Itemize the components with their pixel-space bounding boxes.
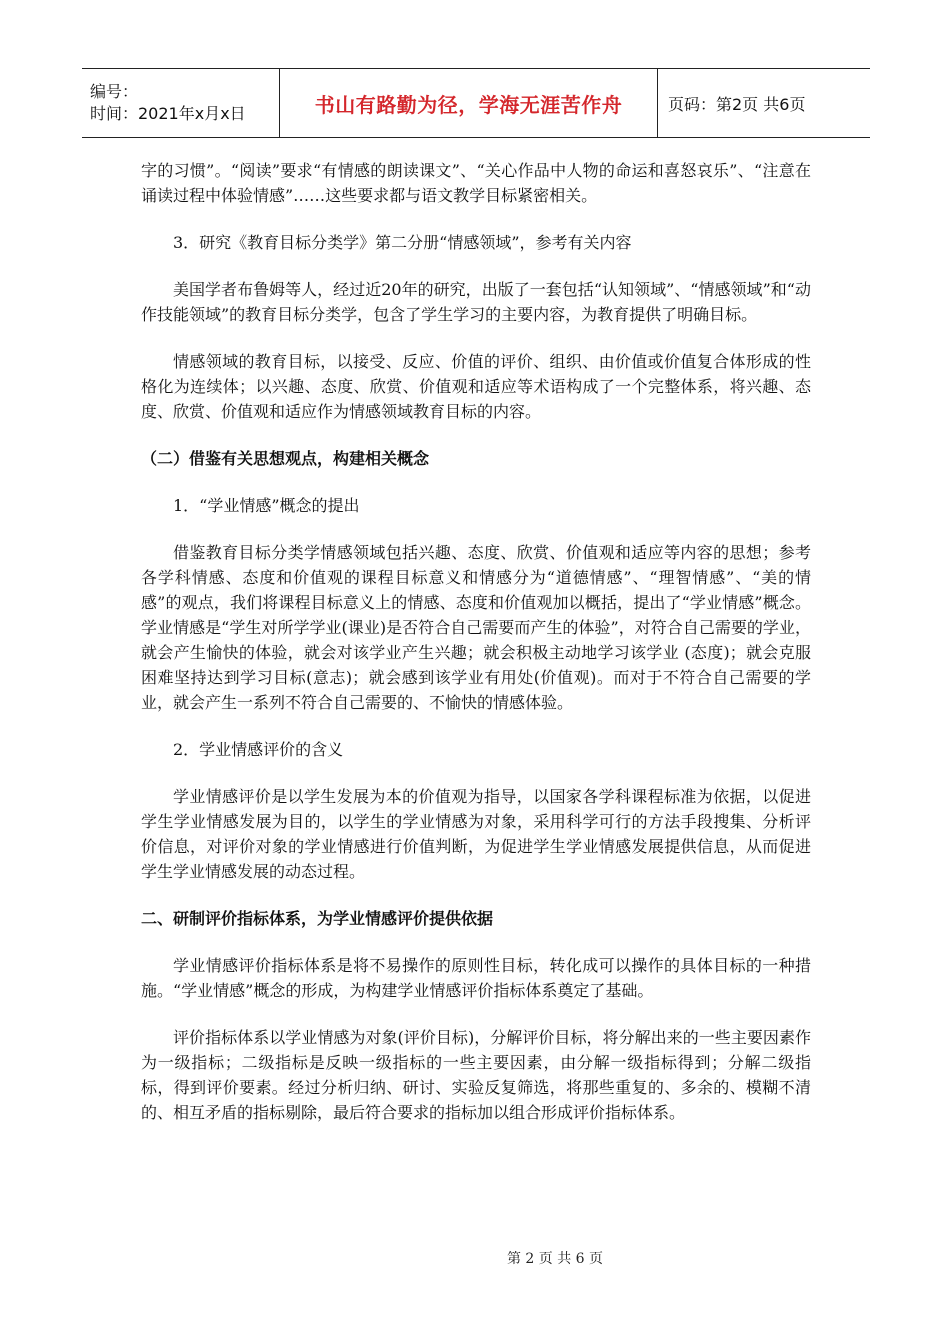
section-heading: 二、研制评价指标体系，为学业情感评价提供依据: [141, 909, 494, 928]
subsection-title: 2．学业情感评价的含义: [173, 740, 344, 759]
section-heading: （二）借鉴有关思想观点，构建相关概念: [141, 449, 430, 468]
document-body: [141, 158, 811, 1147]
number-label: 编号：: [90, 82, 139, 101]
subsection-title: 1．“学业情感”概念的提出: [173, 496, 360, 515]
paragraph: 评价指标体系以学业情感为对象(评价目标)，分解评价目标，将分解出来的一些主要因素作为一级指标；二级指标是反映一级指标的一些主要因素，由分解一级指标得到；分解二级指标，得到评价要素。经过分析归纳、研讨、实验反复筛选，将那些重复的、多余的、模糊不清的、相互矛盾的指标剔除，最后符合要求的指标加以组合形成评价指标体系。: [141, 1028, 811, 1122]
page-header: [82, 68, 870, 138]
paragraph: 借鉴教育目标分类学情感领域包括兴趣、态度、欣赏、价值观和适应等内容的思想；参考各学科情感、态度和价值观的课程目标意义和情感分为“道德情感”、“理智情感”、“美的情感”的观点，我们将课程目标意义上的情感、态度和价值观加以概括，提出了“学业情感”概念。学业情感是“学生对所学学业(课业)是否符合自己需要而产生的体验”，对符合自己需要的学业，就会产生愉快的体验，就会对该学业产生兴趣；就会积极主动地学习该学业 (态度)；就会克服困难坚持达到学习目标(意志)；就会感到该学业有用处(价值观)。而对于不符合自己需要的学业，就会产生一系列不符合自己需要的、不愉快的情感体验。: [141, 543, 811, 712]
paragraph: 情感领域的教育目标，以接受、反应、价值的评价、组织、由价值或价值复合体形成的性格化为连续体；以兴趣、态度、欣赏、价值观和适应等术语构成了一个完整体系，将兴趣、态度、欣赏、价值观和适应作为情感领域教育目标的内容。: [141, 352, 811, 421]
paragraph: 学业情感评价指标体系是将不易操作的原则性目标，转化成可以操作的具体目标的一种措施。“学业情感”概念的形成，为构建学业情感评价指标体系奠定了基础。: [141, 956, 811, 1000]
paragraph: 字的习惯”。“阅读”要求“有情感的朗读课文”、“关心作品中人物的命运和喜怒哀乐”、“注意在诵读过程中体验情感”……这些要求都与语文教学目标紧密相关。: [141, 161, 811, 205]
time-label: 时间：2021年x月x日: [90, 104, 246, 123]
header-motto: 书山有路勤为径，学海无涯苦作舟: [314, 92, 623, 117]
paragraph: 美国学者布鲁姆等人，经过近20年的研究，出版了一套包括“认知领域”、“情感领域”和“动作技能领域”的教育目标分类学，包含了学生学习的主要内容，为教育提供了明确目标。: [141, 280, 811, 324]
page-footer: 第 2 页 共 6 页: [506, 1251, 604, 1267]
subsection-title: 3．研究《教育目标分类学》第二分册“情感领域”，参考有关内容: [173, 233, 632, 252]
paragraph: 学业情感评价是以学生发展为本的价值观为指导，以国家各学科课程标准为依据，以促进学生学业情感发展为目的，以学生的学业情感为对象，采用科学可行的方法手段搜集、分析评价信息，对评价对象的学业情感进行价值判断，为促进学生学业情感发展提供信息，从而促进学生学业情感发展的动态过程。: [141, 787, 811, 881]
header-page-label: 页码：第2页 共6页: [668, 94, 806, 114]
header-meta: [82, 69, 279, 137]
header-motto-cell: [279, 69, 658, 137]
header-page-cell: [658, 69, 870, 137]
